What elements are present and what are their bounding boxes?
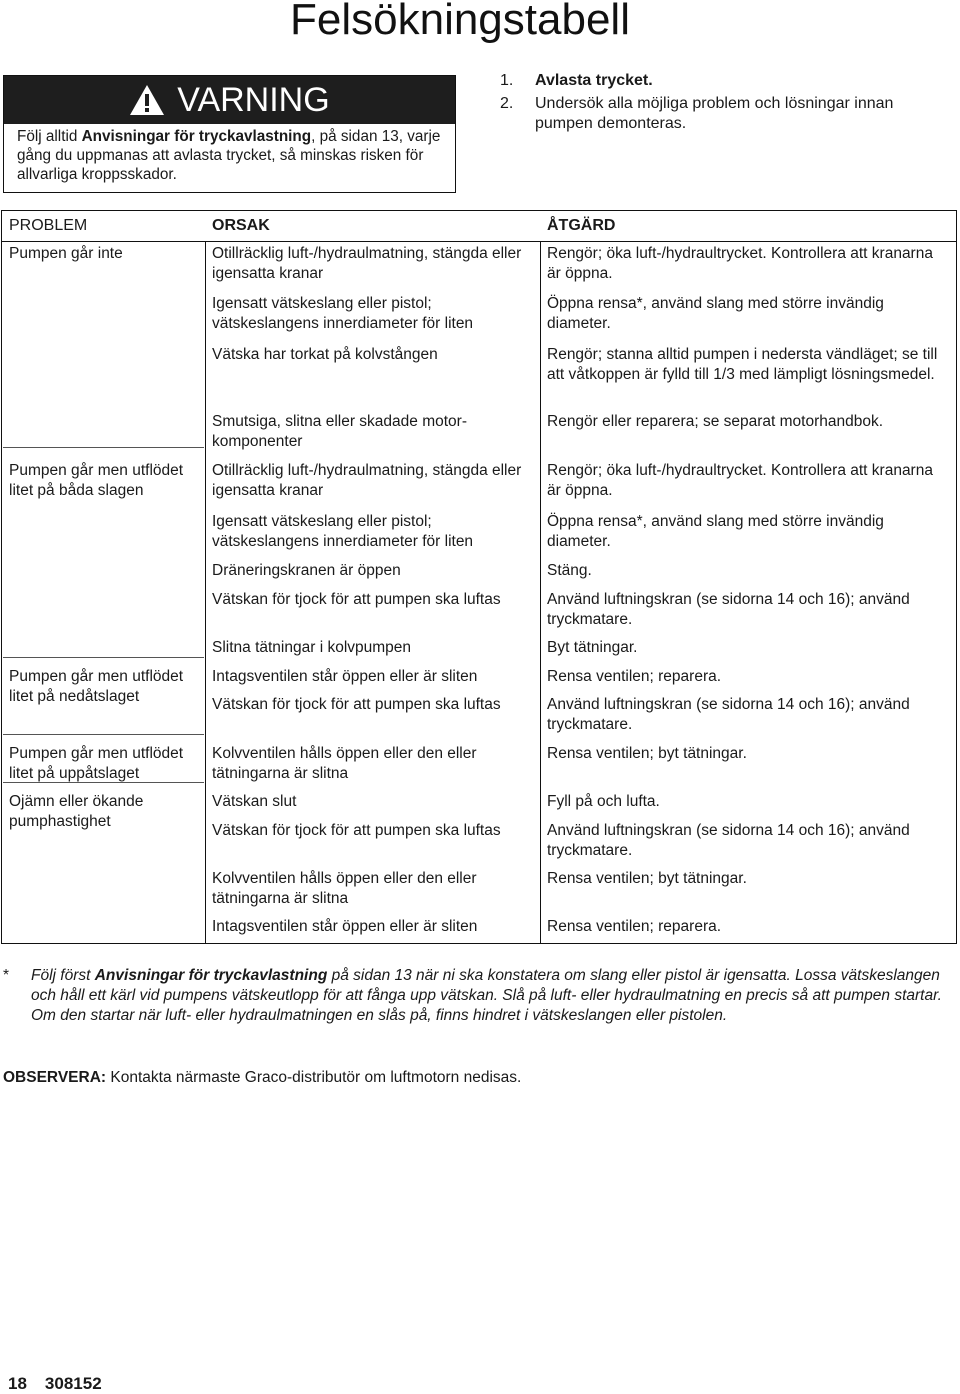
step-number: 2. (500, 95, 514, 112)
group-separator (3, 782, 204, 783)
cause-cell: Intagsventilen står öppen eller är sliten (212, 668, 478, 685)
cause-cell: Slitna tätningar i kolvpumpen (212, 639, 412, 656)
footnote-reference: Anvisningar för tryckavlastning (94, 967, 328, 984)
step-text: Avlasta trycket. (535, 72, 653, 89)
action-cell: Använd luftningskran (se sidorna 14 och 16); använd tryckmatare. (547, 591, 910, 628)
problem-cell: Pumpen går men utflödet litet på båda slagen (9, 462, 184, 499)
group-separator (3, 447, 204, 448)
group-separator (3, 734, 204, 735)
warning-reference: Anvisningar för tryckavlastning (81, 128, 312, 145)
note-text: Kontakta närmaste Graco-distributör om luftmotorn nedisas. (106, 1069, 522, 1086)
action-cell: Stäng. (547, 562, 592, 579)
header-problem: PROBLEM (9, 217, 88, 234)
warning-title: VARNING (177, 81, 330, 119)
problem-cell: Pumpen går men utflödet litet på nedåtslaget (9, 668, 184, 705)
warning-text (4, 124, 455, 184)
warning-triangle-icon (129, 84, 165, 116)
cause-cell: Otillräcklig luft-/hydraulmatning, stängda eller igensatta kranar (212, 462, 522, 499)
footnote-text (31, 966, 943, 1026)
action-cell: Fyll på och lufta. (547, 793, 660, 810)
cause-cell: Vätskan för tjock för att pumpen ska luftas (212, 696, 501, 713)
step-item (500, 94, 940, 134)
step-number: 1. (500, 72, 514, 89)
action-cell: Rensa ventilen; byt tätningar. (547, 870, 747, 887)
cause-cell: Intagsventilen står öppen eller är sliten (212, 918, 478, 935)
cause-cell: Vätskan för tjock för att pumpen ska luftas (212, 822, 501, 839)
footnote-marker: * (3, 967, 10, 984)
document-number: 308152 (44, 1374, 102, 1393)
warning-header (4, 76, 455, 124)
warning-box (3, 75, 456, 193)
footnote (3, 966, 943, 1026)
action-cell: Öppna rensa*, använd slang med större invändig diameter. (547, 513, 884, 550)
action-cell: Rensa ventilen; reparera. (547, 668, 722, 685)
footnote-end: på sidan 13 när ni ska konstatera om slang eller pistol är igensatta. Lossa vätskeslangen och håll ett kärl vid pumpens vätskeutlopp för att fånga upp vätskan. Slå på luft- eller hydraulmatning en precis så att pumpen startar. Om den startar när luft- eller hydraulmatningen en slås på, finns hindret i vätskeslangen eller pistolen. (31, 967, 942, 1024)
cause-cell: Vätskan för tjock för att pumpen ska luftas (212, 591, 501, 608)
note (3, 1068, 521, 1088)
cause-cell: Igensatt vätskeslang eller pistol; vätskeslangens innerdiameter för liten (212, 295, 474, 332)
action-cell: Öppna rensa*, använd slang med större invändig diameter. (547, 295, 884, 332)
table-header (2, 211, 956, 242)
header-action: ÅTGÄRD (547, 217, 616, 234)
cause-cell: Kolvventilen hålls öppen eller den eller tätningarna är slitna (212, 870, 477, 907)
problem-cell: Ojämn eller ökande pumphastighet (9, 793, 144, 830)
cause-cell: Igensatt vätskeslang eller pistol; vätskeslangens innerdiameter för liten (212, 513, 474, 550)
page-number: 18 (8, 1374, 27, 1393)
warning-text-start: Följ alltid (17, 128, 82, 145)
troubleshooting-table (1, 210, 957, 944)
step-item (500, 71, 940, 91)
action-cell: Rengör; stanna alltid pumpen i nedersta vändläget; se till att våtkoppen är fylld till 1/3 med lämpligt lösningsmedel. (547, 346, 938, 383)
step-text: Undersök alla möjliga problem och lösningar innan pumpen demonteras. (535, 95, 894, 132)
problem-cell: Pumpen går men utflödet litet på uppåtslaget (9, 745, 184, 782)
column-divider (205, 241, 206, 943)
cause-cell: Smutsiga, slitna eller skadade motor-komponenter (212, 413, 468, 450)
steps-list (500, 71, 940, 137)
cause-cell: Dräneringskranen är öppen (212, 562, 401, 579)
cause-cell: Kolvventilen hålls öppen eller den eller tätningarna är slitna (212, 745, 477, 782)
header-cause: ORSAK (212, 217, 270, 234)
action-cell: Rengör eller reparera; se separat motorhandbok. (547, 413, 884, 430)
action-cell: Rengör; öka luft-/hydraultrycket. Kontrollera att kranarna är öppna. (547, 245, 933, 282)
group-separator (3, 657, 204, 658)
page-footer (8, 1374, 120, 1394)
warning-text-end: , på sidan 13, varje gång du uppmanas att avlasta trycket, så minskas risken för allvarliga kroppsskador. (17, 128, 441, 183)
action-cell: Rengör; öka luft-/hydraultrycket. Kontrollera att kranarna är öppna. (547, 462, 933, 499)
action-cell: Rensa ventilen; reparera. (547, 918, 722, 935)
action-cell: Rensa ventilen; byt tätningar. (547, 745, 747, 762)
problem-cell: Pumpen går inte (9, 245, 123, 262)
action-cell: Använd luftningskran (se sidorna 14 och 16); använd tryckmatare. (547, 822, 910, 859)
footnote-start: Följ först (31, 967, 95, 984)
cause-cell: Otillräcklig luft-/hydraulmatning, stängda eller igensatta kranar (212, 245, 522, 282)
action-cell: Använd luftningskran (se sidorna 14 och 16); använd tryckmatare. (547, 696, 910, 733)
action-cell: Byt tätningar. (547, 639, 638, 656)
note-label: OBSERVERA: (3, 1069, 107, 1086)
page-title: Felsökningstabell (290, 0, 630, 44)
cause-cell: Vätskan slut (212, 793, 297, 810)
cause-cell: Vätska har torkat på kolvstången (212, 346, 438, 363)
